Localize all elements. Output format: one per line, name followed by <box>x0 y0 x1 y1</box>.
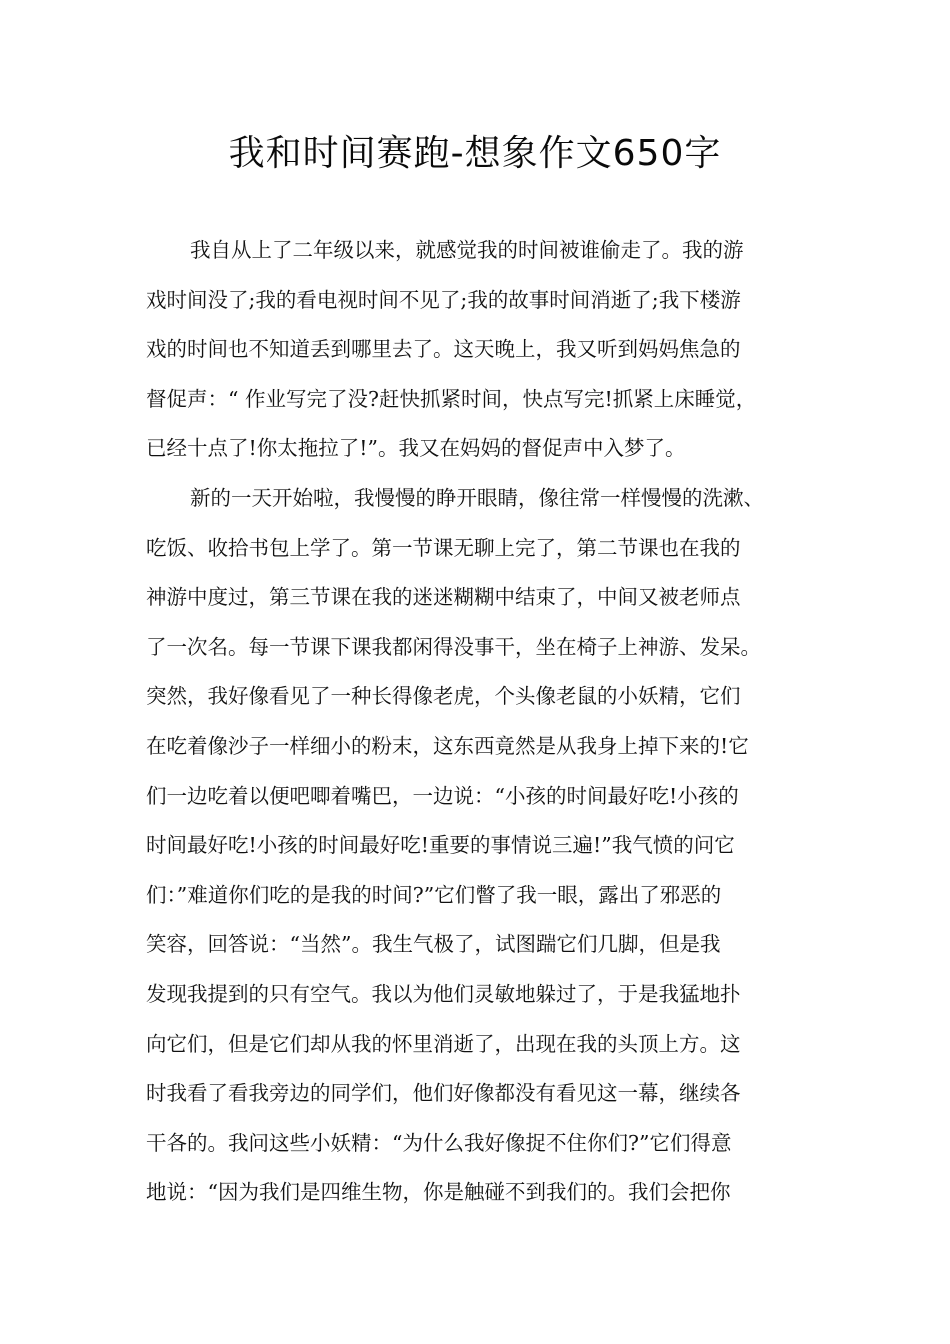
paragraph-2-line-14: 干各的。我问这些小妖精：“为什么我好像捉不住你们?”它们得意 <box>146 1130 732 1155</box>
paragraph-2-line-7: 们一边吃着以便吧唧着嘴巴，一边说：“小孩的时间最好吃!小孩的 <box>146 783 739 808</box>
paragraph-1-line-4: 督促声：“ 作业写完了没?赶快抓紧时间，快点写完!抓紧上床睡觉， <box>146 386 757 411</box>
paragraph-2-line-12: 向它们，但是它们却从我的怀里消逝了，出现在我的头顶上方。这 <box>146 1031 741 1056</box>
paragraph-2-line-8: 时间最好吃!小孩的时间最好吃!重要的事情说三遍!”我气愤的问它 <box>146 833 735 858</box>
paragraph-2-line-1: 新的一天开始啦，我慢慢的睁开眼睛，像往常一样慢慢的洗漱、 <box>190 485 764 510</box>
paragraph-2-line-9: 们：”难道你们吃的是我的时间?”它们瞥了我一眼，露出了邪恶的 <box>146 882 722 907</box>
paragraph-2-line-13: 时我看了看我旁边的同学们，他们好像都没有看见这一幕，继续各 <box>146 1081 741 1106</box>
paragraph-2-line-15: 地说：“因为我们是四维生物，你是触碰不到我们的。我们会把你 <box>146 1180 731 1205</box>
paragraph-1-line-2: 戏时间没了;我的看电视时间不见了;我的故事时间消逝了;我下楼游 <box>146 287 741 312</box>
document-title: 我和时间赛跑-想象作文650字 <box>228 133 722 174</box>
paragraph-2-line-4: 了一次名。每一节课下课我都闲得没事干，坐在椅子上神游、发呆。 <box>146 634 761 659</box>
paragraph-1-line-5: 已经十点了!你太拖拉了!”。我又在妈妈的督促声中入梦了。 <box>146 436 686 461</box>
paragraph-1-line-1: 我自从上了二年级以来，就感觉我的时间被谁偷走了。我的游 <box>190 238 744 262</box>
paragraph-2-line-2: 吃饭、收拾书包上学了。第一节课无聊上完了，第二节课也在我的 <box>146 535 741 560</box>
paragraph-1-line-3: 戏的时间也不知道丢到哪里去了。这天晚上，我又听到妈妈焦急的 <box>146 337 741 362</box>
document-body <box>146 226 814 1218</box>
paragraph-2-line-11: 发现我提到的只有空气。我以为他们灵敏地躲过了，于是我猛地扑 <box>146 981 741 1006</box>
paragraph-2-line-10: 笑容，回答说：“当然”。我生气极了，试图踹它们几脚，但是我 <box>146 932 721 957</box>
paragraph-2-line-6: 在吃着像沙子一样细小的粉末，这东西竟然是从我身上掉下来的!它 <box>146 733 749 758</box>
paragraph-2-line-5: 突然，我好像看见了一种长得像老虎，个头像老鼠的小妖精，它们 <box>146 684 741 709</box>
paragraph-2-line-3: 神游中度过，第三节课在我的迷迷糊糊中结束了，中间又被老师点 <box>146 585 741 610</box>
